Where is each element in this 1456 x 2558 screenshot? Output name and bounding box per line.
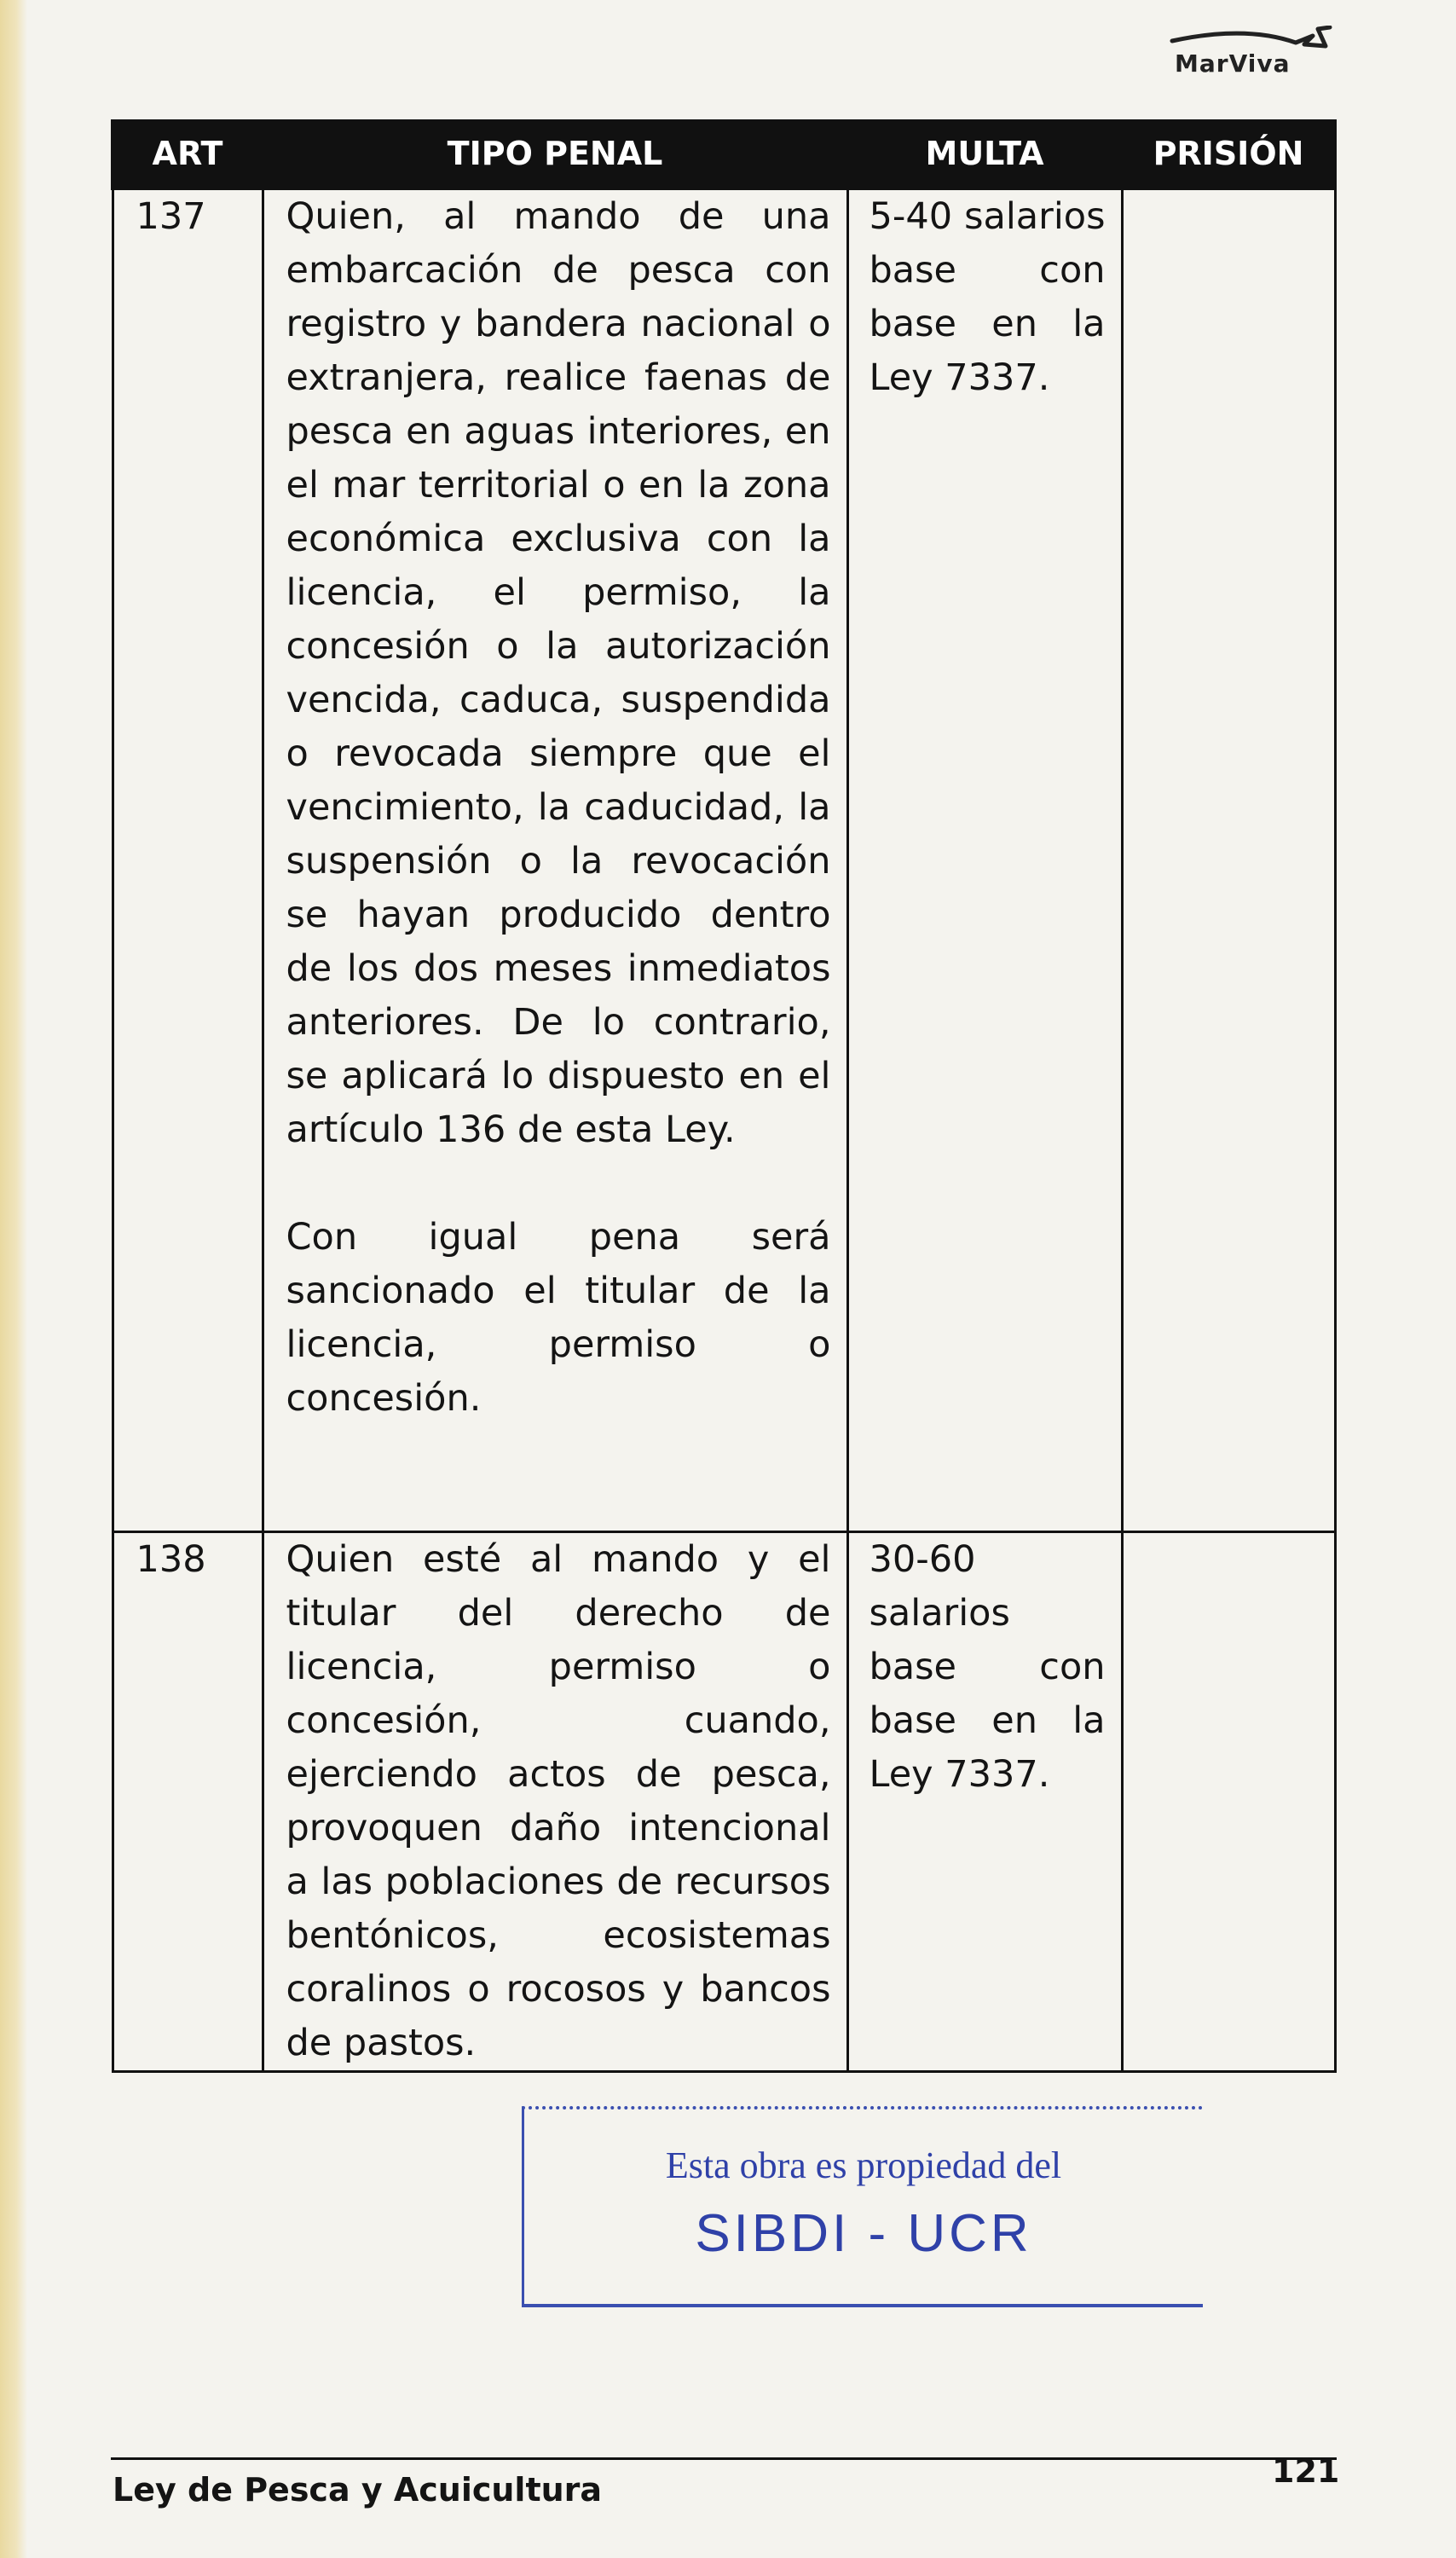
header-tipo-penal: TIPO PENAL [263, 119, 847, 189]
footer-title: Ley de Pesca y Acuicultura [113, 2471, 603, 2509]
stamp-line-1: Esta obra es propiedad del [665, 2144, 1062, 2186]
tipo-penal-extra-text: Con igual pena será sancionado el titular de la licencia, permiso o concesión. [286, 1216, 831, 1420]
header-art: ART [113, 119, 263, 189]
page-number: 121 [1272, 2452, 1340, 2490]
art-number: 137 [113, 189, 263, 1532]
multa-cell: 30-60 salarios base con base en la Ley 7337. [847, 1532, 1122, 2072]
header-prision: PRISIÓN [1122, 119, 1335, 189]
prision-cell [1122, 1532, 1335, 2072]
footer-rule [111, 2457, 1337, 2460]
penalty-table [111, 119, 1337, 2073]
prision-cell [1122, 189, 1335, 1532]
page-edge [0, 0, 27, 2558]
header-multa: MULTA [847, 119, 1122, 189]
art-number: 138 [113, 1532, 263, 2072]
table-header-row [113, 119, 1335, 189]
logo-text: MarViva [1175, 49, 1291, 78]
tipo-penal-text: Quien, al mando de una embarcación de pesca con registro y bandera nacional o extranjera, realice faenas de pesca en aguas interiores, en el mar territorial o en la zona económica exclusiva con la licencia, el permiso, la concesión o la autorización vencida, caduca, suspendida o revocada siempre que el vencimiento, la caducidad, la suspensión o la revocación se hayan producido dentro de los dos meses inmediatos anteriores. De lo contrario, se aplicará lo dispuesto en el artículo 136 de esta Ley. [286, 195, 831, 1151]
tipo-penal-cell: Quien esté al mando y el titular del derecho de licencia, permiso o concesión, cuando, ejerciendo actos de pesca, provoquen daño intencional a las poblaciones de recursos bentónicos, ecosistemas coralinos o rocosos y bancos de pastos. [263, 1532, 847, 2072]
ownership-stamp [522, 2106, 1203, 2307]
table-row [113, 189, 1335, 1532]
multa-cell: 5-40 salarios base con base en la Ley 7337. [847, 189, 1122, 1532]
table-row [113, 1532, 1335, 2072]
stamp-line-2: SIBDI - UCR [695, 2204, 1032, 2263]
tipo-penal-cell [263, 189, 847, 1532]
